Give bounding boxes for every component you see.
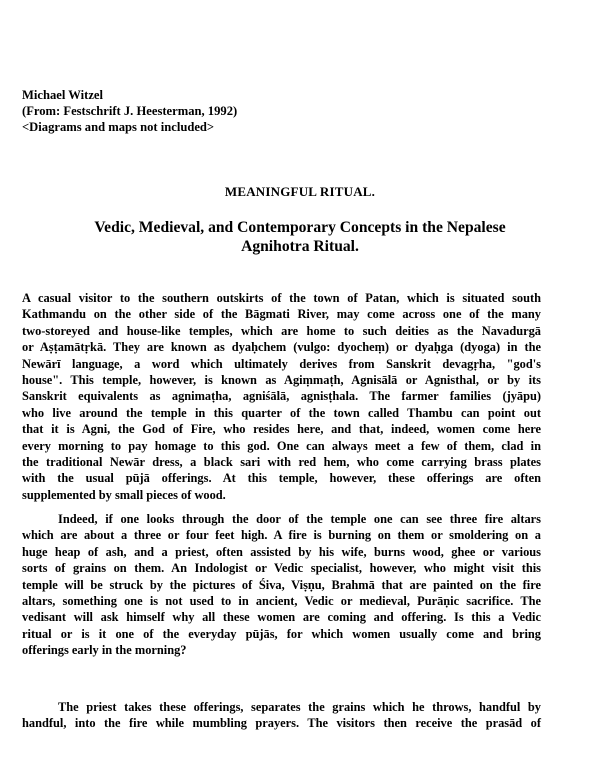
document-title: MEANINGFUL RITUAL. (224, 184, 376, 199)
text-line: that it is Agni, the God of Fire, who resides here, and that, indeed, women come here (22, 422, 541, 437)
text-line: Sanskrit equivalents as agnimaṭha, agniśālā, agnisṭhala. The farmer families (jyāpu) (22, 389, 541, 404)
text-line: huge heap of ash, and a priest, often assisted by his wife, burns wood, ghee or various (22, 544, 541, 559)
text-line: every morning to pay homage to this god. One can always meet a few of them, clad in (22, 438, 541, 453)
text-line: temple will be struck by the pictures of Śiva, Viṣṇu, Brahmā that are painted on the fire (22, 577, 541, 592)
paragraph-2 (22, 511, 541, 659)
paragraph-1 (22, 290, 541, 503)
text-line: sorts of grains on them. An Indologist or Vedic specialist, however, who might visit this (22, 561, 541, 576)
document-subtitle (50, 218, 550, 256)
text-line: handful, into the fire while mumbling prayers. The visitors then receive the prasād of (22, 716, 541, 731)
text-line: vedisant will ask himself why all these women are coming and offering. Is this a Vedic (22, 610, 541, 625)
text-line: house". This temple, however, is known as Agiṃmaṭh, Agnisālā or Agnisthal, or by its (22, 373, 541, 388)
text-line: The priest takes these offerings, separates the grains which he throws, handful by (58, 700, 541, 714)
text-line: offerings early in the morning? (22, 643, 187, 658)
subtitle-line: Agnihotra Ritual. (241, 238, 359, 255)
subtitle-line: Vedic, Medieval, and Contemporary Concepts in the Nepalese (94, 219, 506, 236)
text-line: altars, something one is not used to in ancient, Vedic or medieval, Purāṇic sacrifice. The (22, 594, 541, 609)
source-line: (From: Festschrift J. Heesterman, 1992) (22, 104, 238, 118)
text-line: Newārī language, a word which ultimately derives from Sanskrit devagṛha, "god's (22, 356, 541, 371)
text-line: with the usual pūjā offerings. At this temple, however, these offerings are often (22, 471, 541, 486)
text-line: two-storeyed and house-like temples, which are home to such deities as the Navadurgā (22, 323, 541, 338)
note-line: <Diagrams and maps not included> (22, 120, 215, 134)
text-line: which are about a three or four feet high. A fire is burning on them or smoldering on a (22, 528, 541, 543)
text-line: or Aṣṭamātṛkā. They are known as dyaḥchem (vulgo: dyocheṃ) or dyaḥga (dyoga) in the (22, 340, 541, 355)
header-block (22, 87, 237, 135)
text-line: supplemented by small pieces of wood. (22, 487, 226, 502)
text-line: A casual visitor to the southern outskirts of the town of Patan, which is situated south (22, 291, 541, 305)
paragraph-3 (22, 699, 541, 732)
text-line: ritual or is it one of the everyday pūjās, for which women usually come and bring (22, 626, 541, 641)
text-line: the traditional Newār dress, a black sari with red hem, who come carrying brass plates (22, 455, 541, 470)
text-line: Kathmandu on the other side of the Bāgmati River, may come across one of the many (22, 307, 541, 322)
text-line: who live around the temple in this quarter of the town called Thambu can point out (22, 405, 541, 420)
text-line: Indeed, if one looks through the door of the temple one can see three fire altars (58, 512, 541, 526)
author-line: Michael Witzel (22, 88, 104, 102)
